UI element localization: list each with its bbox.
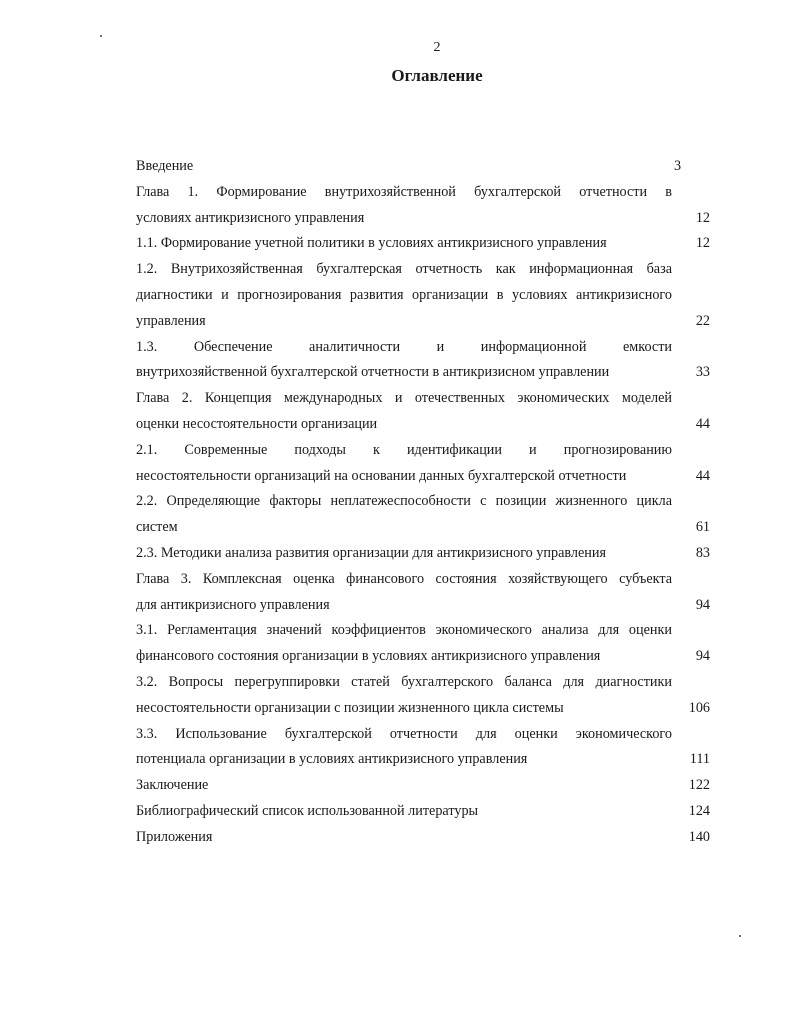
page-number: 2: [433, 40, 441, 55]
toc-page-number: 111: [689, 751, 710, 768]
toc-entry-line: 1.2. Внутрихозяйственная бухгалтерская отчетность как информационная база: [136, 261, 672, 278]
page-title: Оглавление: [391, 66, 483, 85]
toc-page-number: 94: [695, 596, 710, 613]
toc-entry-line: Введение: [136, 158, 194, 174]
toc-page-number: 122: [688, 777, 710, 794]
toc-entry: [136, 799, 710, 825]
toc-page-number: 61: [695, 519, 710, 536]
toc-page-number: 124: [688, 802, 710, 819]
toc-entry-line: финансового состояния организации в условиях антикризисного управления: [136, 648, 601, 665]
toc-page-number: 83: [695, 544, 710, 561]
toc-page-number: 12: [695, 235, 710, 252]
toc-entry-line: несостоятельности организаций на основании данных бухгалтерской отчетности: [136, 467, 627, 484]
toc-page-number: 44: [695, 467, 710, 484]
toc-entry: [136, 773, 710, 799]
toc-page-number: 44: [695, 415, 710, 432]
toc-entry: [136, 489, 710, 541]
toc-page-number: 12: [695, 209, 710, 226]
toc-entry-line: 3.3. Использование бухгалтерской отчетности для оценки экономического: [136, 725, 672, 742]
table-of-contents: [136, 154, 710, 851]
toc-entry: [136, 825, 710, 851]
toc-entry: [136, 438, 710, 490]
scan-speck: [739, 935, 741, 937]
toc-entry-line: оценки несостоятельности организации: [136, 415, 378, 432]
toc-page-number: 33: [695, 364, 710, 381]
toc-entry-line: Заключение: [136, 777, 209, 794]
toc-page-number: 140: [688, 828, 710, 845]
toc-entry: [136, 670, 710, 722]
toc-entry-line: 2.1. Современные подходы к идентификации и прогнозированию: [136, 441, 672, 458]
toc-entry-line: для антикризисного управления: [136, 596, 330, 613]
toc-entry-line: управления: [136, 312, 206, 329]
toc-entry-line: потенциала организации в условиях антикризисного управления: [136, 751, 528, 768]
toc-entry: [136, 180, 710, 232]
toc-entry: [136, 335, 710, 387]
toc-entry-line: 3.1. Регламентация значений коэффициентов экономического анализа для оценки: [136, 622, 672, 639]
toc-entry-line: диагностики и прогнозирования развития организации в условиях антикризисного: [136, 286, 672, 303]
toc-entry-line: 1.1. Формирование учетной политики в условиях антикризисного управления: [136, 235, 607, 252]
toc-entry-line: Приложения: [136, 828, 213, 845]
toc-entry-line: 1.3. Обеспечение аналитичности и информационной емкости: [136, 338, 672, 355]
toc-entry-line: 2.2. Определяющие факторы неплатежеспособности с позиции жизненного цикла: [136, 493, 672, 510]
toc-page-number: 22: [695, 312, 710, 329]
toc-entry-line: Глава 3. Комплексная оценка финансового состояния хозяйствующего субъекта: [136, 570, 672, 587]
toc-entry-line: 3.2. Вопросы перегруппировки статей бухгалтерского баланса для диагностики: [136, 673, 672, 690]
toc-entry-line: условиях антикризисного управления: [136, 209, 365, 226]
toc-entry: [136, 154, 710, 180]
toc-entry: [136, 386, 710, 438]
toc-entry-line: Глава 1. Формирование внутрихозяйственной бухгалтерской отчетности в: [136, 183, 672, 200]
toc-entry: [136, 541, 710, 567]
toc-entry: [136, 231, 710, 257]
toc-entry: [136, 618, 710, 670]
toc-entry: [136, 567, 710, 619]
scan-speck: [100, 35, 102, 37]
toc-entry-line: 2.3. Методики анализа развития организации для антикризисного управления: [136, 544, 606, 561]
toc-page-number: 3: [674, 158, 682, 174]
toc-page-number: 106: [688, 699, 710, 716]
toc-entry-line: Глава 2. Концепция международных и отечественных экономических моделей: [136, 390, 672, 407]
toc-entry: [136, 722, 710, 774]
toc-entry-line: несостоятельности организации с позиции жизненного цикла системы: [136, 699, 564, 716]
toc-entry: [136, 257, 710, 334]
toc-entry-line: внутрихозяйственной бухгалтерской отчетности в антикризисном управлении: [136, 364, 610, 381]
toc-entry-line: Библиографический список использованной литературы: [136, 802, 479, 819]
toc-page-number: 94: [695, 648, 710, 665]
toc-entry-line: систем: [136, 519, 178, 536]
